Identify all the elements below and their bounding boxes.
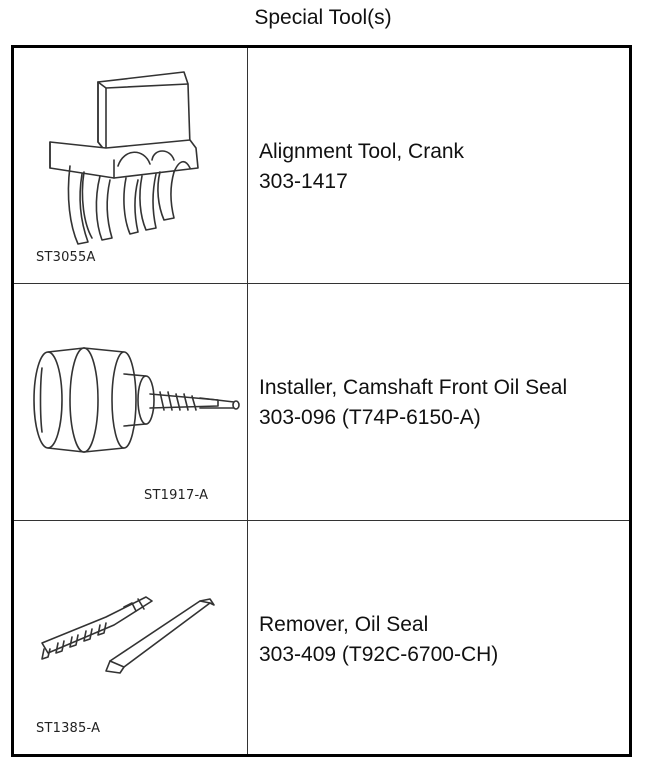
tool-description-cell	[259, 48, 629, 283]
tool-number: 303-1417	[259, 170, 348, 193]
tool-name: Installer, Camshaft Front Oil Seal	[259, 376, 568, 399]
special-tools-table	[11, 45, 632, 757]
tool-description-cell	[259, 284, 629, 520]
camshaft-seal-installer-icon	[14, 284, 248, 521]
page-title: Special Tool(s)	[254, 6, 392, 29]
tool-description-cell	[259, 521, 629, 754]
tool-image-cell	[14, 48, 248, 283]
table-row	[14, 521, 629, 754]
tool-image-code: ST1917-A	[144, 488, 209, 503]
crank-alignment-tool-icon	[14, 48, 248, 284]
tool-image-code: ST3055A	[36, 250, 96, 265]
table-row	[14, 284, 629, 521]
tool-image-code: ST1385-A	[36, 721, 101, 736]
tool-name: Remover, Oil Seal	[259, 613, 429, 636]
oil-seal-remover-icon	[14, 521, 248, 754]
tool-number: 303-409 (T92C-6700-CH)	[259, 643, 499, 666]
tool-image-cell	[14, 284, 248, 520]
table-row	[14, 48, 629, 284]
tool-name: Alignment Tool, Crank	[259, 140, 465, 163]
tool-image-cell	[14, 521, 248, 754]
tool-number: 303-096 (T74P-6150-A)	[259, 406, 481, 429]
